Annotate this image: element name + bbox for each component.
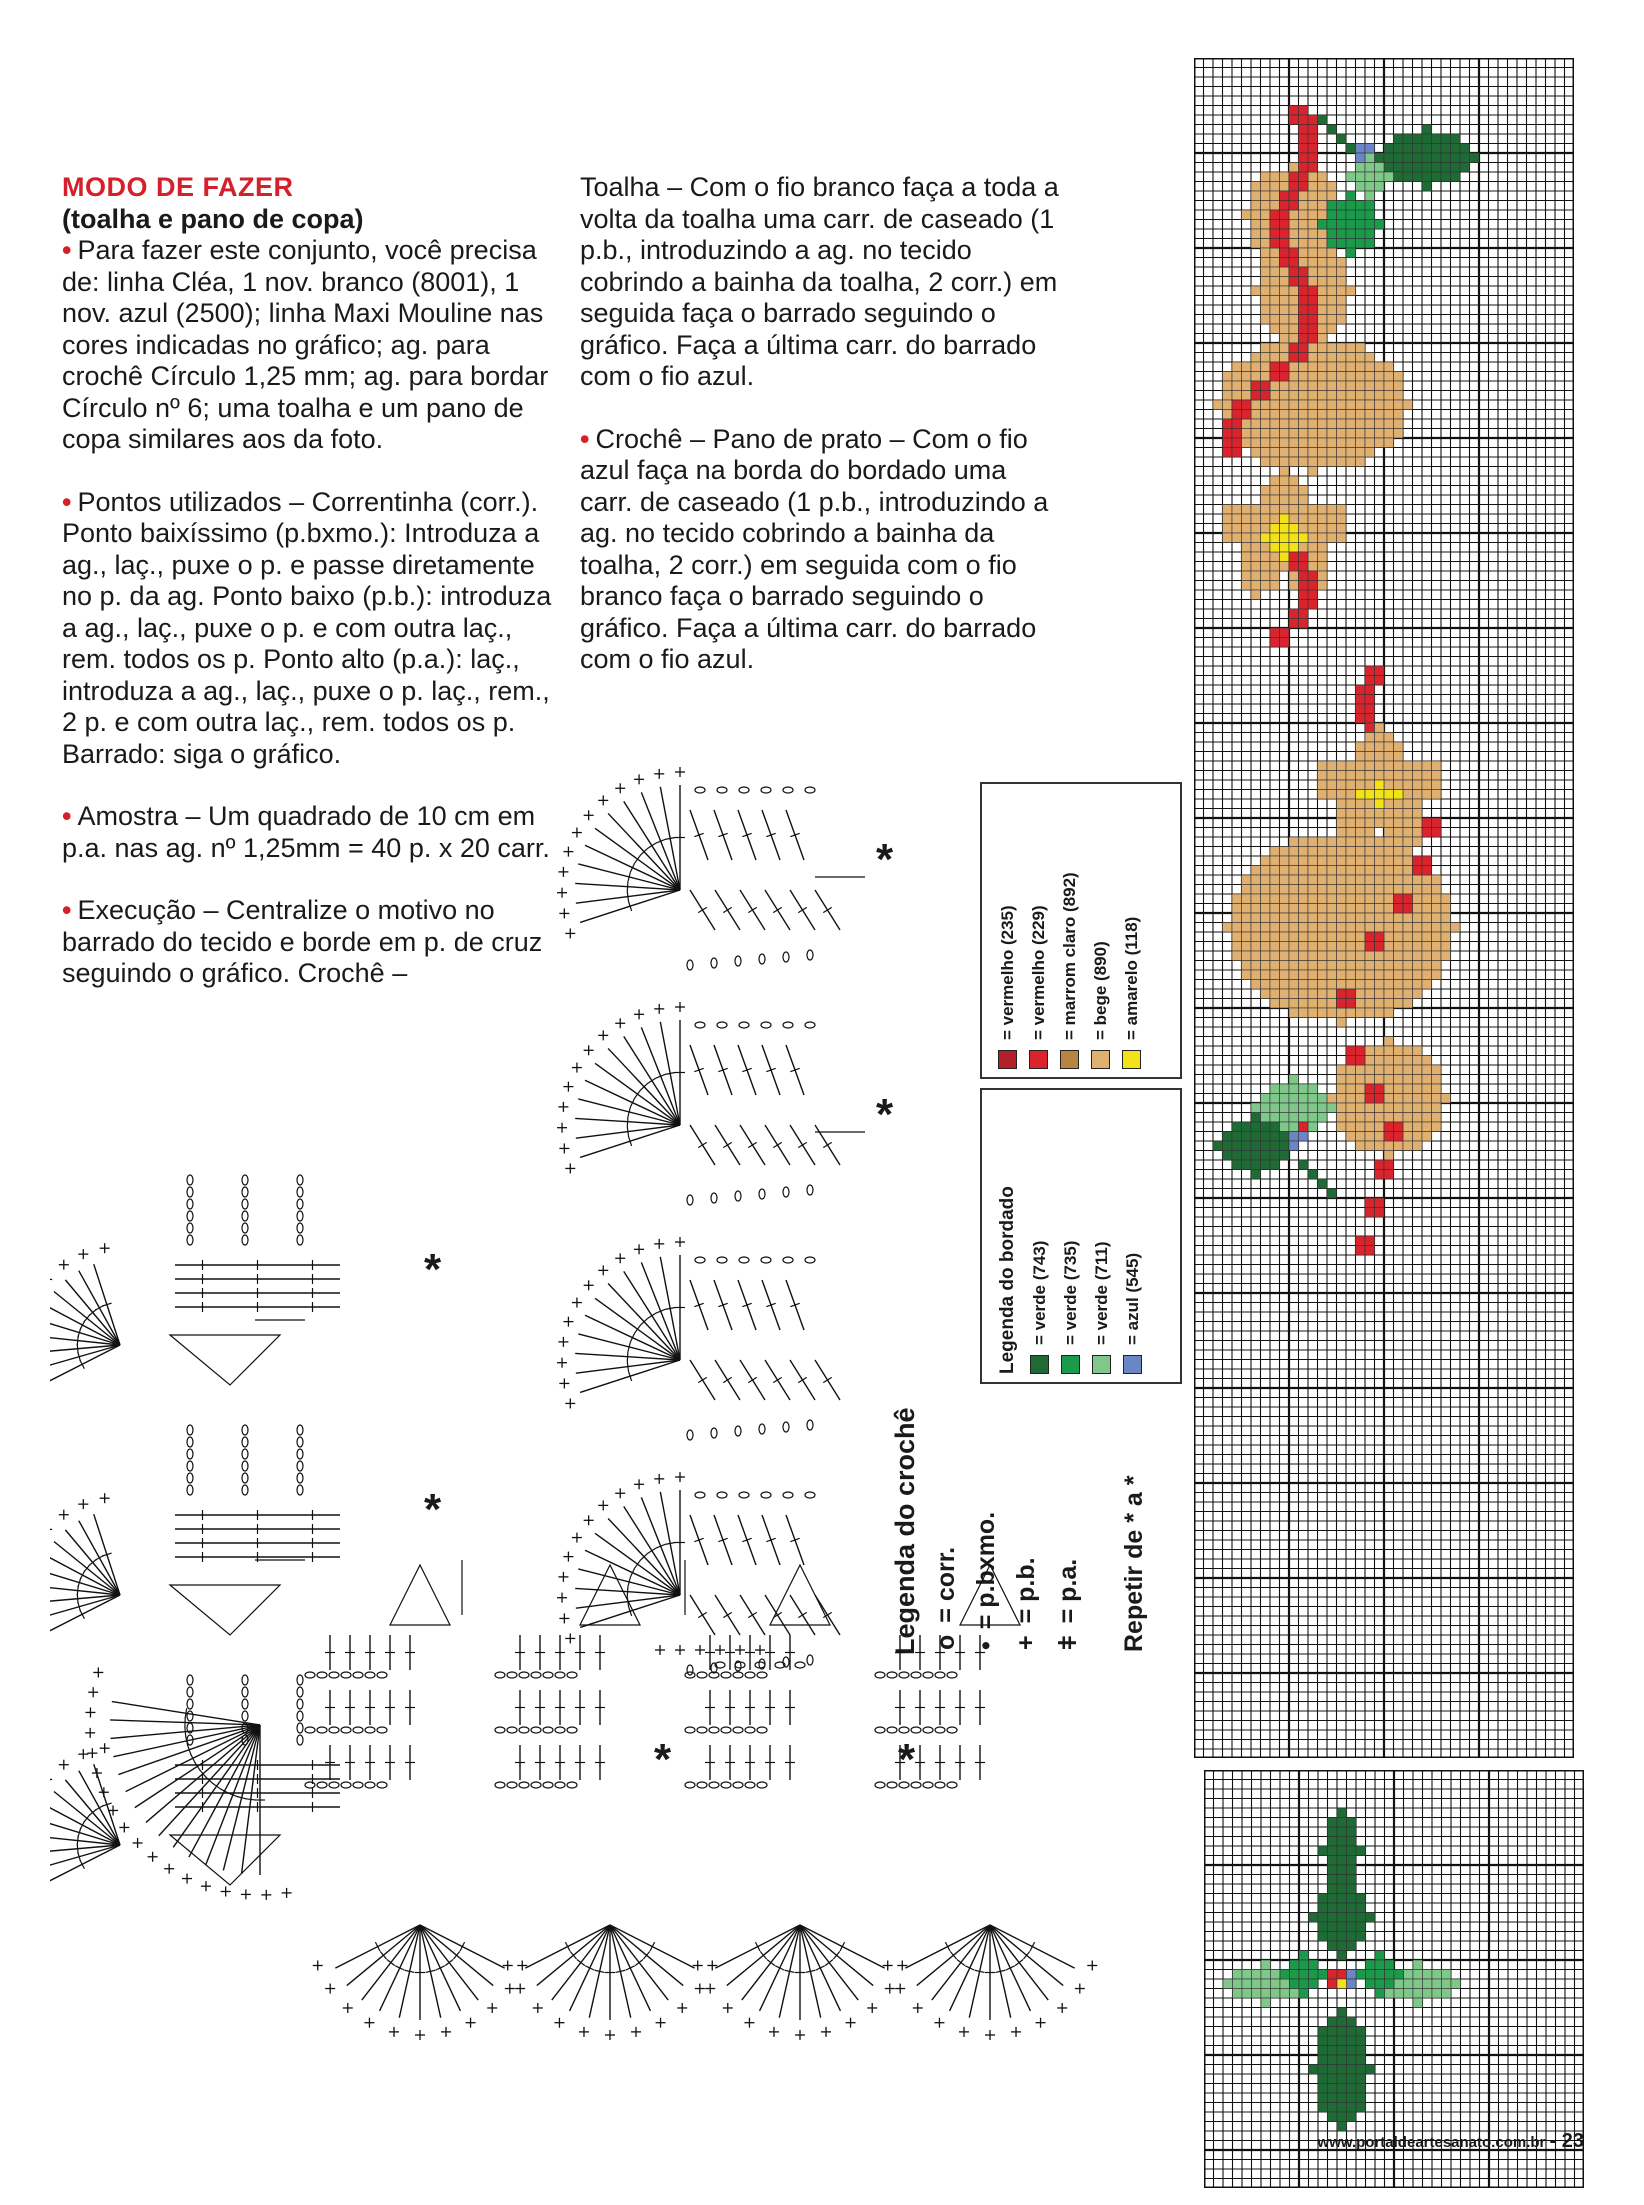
embroidery-legend-top bbox=[980, 782, 1182, 1079]
embroidery-legend-item bbox=[1054, 872, 1085, 1069]
repeat-asterisk: * bbox=[876, 835, 894, 884]
color-swatch bbox=[1123, 1355, 1142, 1374]
stitches-paragraph: • Pontos utilizados – Correntinha (corr.). Ponto baixíssimo (p.bxmo.): Introduza a ag., laç., puxe o p. e passe diretamente no p. da ag. Ponto baixo (p.b.): introduza a ag., laç., puxe o p. e com outra laç., rem. todos os p. Ponto alto (p.a.): laç., introduza a ag., laç., puxe o p. laç., rem., 2 p. e com outra laç., rem. todos os p. Barrado: siga o gráfico. bbox=[62, 486, 552, 769]
crochet-legend-corr: o= corr. bbox=[932, 1546, 960, 1650]
color-swatch bbox=[1029, 1050, 1048, 1069]
legend-label: = verde (743) bbox=[1029, 1240, 1049, 1345]
legend-label: = vermelho (235) bbox=[997, 905, 1017, 1040]
legend-label: = amarelo (118) bbox=[1121, 916, 1141, 1040]
color-swatch bbox=[1060, 1050, 1079, 1069]
section-subheading: (toalha e pano de copa) bbox=[62, 203, 364, 234]
legend-label: = bege (890) bbox=[1090, 941, 1110, 1040]
crochet-legend-pa: ǂ= p.a. bbox=[1054, 1558, 1082, 1650]
repeat-asterisk: * bbox=[654, 1735, 672, 1784]
legend-label: = verde (711) bbox=[1091, 1241, 1111, 1345]
repeat-asterisk: * bbox=[424, 1485, 442, 1534]
crochet-legend-pbxmo: •= p.bxmo. bbox=[972, 1511, 1000, 1650]
cross-stitch-chart-holly bbox=[1204, 1770, 1584, 2188]
materials-paragraph: • Para fazer este conjunto, você precisa de: linha Cléa, 1 nov. branco (8001), 1 nov. azul (2500); linha Maxi Mouline nas cores indicadas no gráfico; ag. para crochê Círculo 1,25 mm; ag. para bordar Círculo nº 6; uma toalha e um pano de copa similares aos da foto. bbox=[62, 235, 549, 454]
embroidery-legend-item bbox=[1023, 872, 1054, 1069]
embroidery-legend-item bbox=[992, 872, 1023, 1069]
legend-label: = azul (545) bbox=[1122, 1252, 1142, 1345]
section-heading: MODO DE FAZER bbox=[62, 172, 294, 202]
execution-paragraph: • Execução – Centralize o motivo no barrado do tecido e borde em p. de cruz seguindo o gráfico. Crochê – bbox=[62, 895, 543, 988]
color-swatch bbox=[998, 1050, 1017, 1069]
sample-paragraph: • Amostra – Um quadrado de 10 cm em p.a. nas ag. nº 1,25mm = 40 p. x 20 carr. bbox=[62, 801, 550, 863]
crochet-legend-repeat: Repetir de * a * bbox=[1120, 1475, 1148, 1652]
embroidery-legend-item bbox=[1117, 1186, 1148, 1374]
color-swatch bbox=[1091, 1050, 1110, 1069]
page-number: - 23 bbox=[1549, 2130, 1584, 2152]
tablecloth-paragraph: Toalha – Com o fio branco faça a toda a volta da toalha uma carr. de caseado (1 p.b., introduzindo a ag. no tecido cobrindo a bainha da toalha, 2 corr.) em seguida faça o barrado seguindo o gráfico. Faça a última carr. do barrado com o fio azul. bbox=[580, 172, 1059, 391]
repeat-asterisk: * bbox=[876, 1090, 894, 1139]
embroidery-legend-item bbox=[1085, 872, 1116, 1069]
instructions-column-1 bbox=[62, 172, 552, 1021]
cross-stitch-chart-border bbox=[1194, 58, 1574, 1758]
embroidery-legend-item bbox=[1116, 872, 1147, 1069]
legend-label: = vermelho (229) bbox=[1028, 905, 1048, 1040]
instructions-column-2 bbox=[580, 172, 1060, 707]
legend-label: = marrom claro (892) bbox=[1059, 872, 1079, 1040]
crochet-legend-pb: += p.b. bbox=[1012, 1557, 1040, 1650]
crochet-legend-title: Legenda do crochê bbox=[890, 1407, 920, 1655]
color-swatch bbox=[1122, 1050, 1141, 1069]
dishcloth-paragraph: • Crochê – Pano de prato – Com o fio azul faça na borda do bordado uma carr. de caseado (1 p.b., introduzindo a ag. no tecido cobrindo a bainha da toalha, 2 corr.) em seguida com o fio branco faça o barrado seguindo o gráfico. Faça a última carr. do barrado com o fio azul. bbox=[580, 423, 1049, 674]
embroidery-legend-title: Legenda do bordado bbox=[997, 1186, 1018, 1374]
footer-site: www.portaldeartesanato.com.br bbox=[1317, 2134, 1546, 2151]
page-footer bbox=[1318, 2130, 1584, 2153]
legend-label: = verde (735) bbox=[1060, 1240, 1080, 1345]
crochet-diagram-corner bbox=[50, 1165, 1110, 2125]
repeat-asterisk: * bbox=[424, 1245, 442, 1294]
repeat-asterisk: * bbox=[898, 1735, 916, 1784]
